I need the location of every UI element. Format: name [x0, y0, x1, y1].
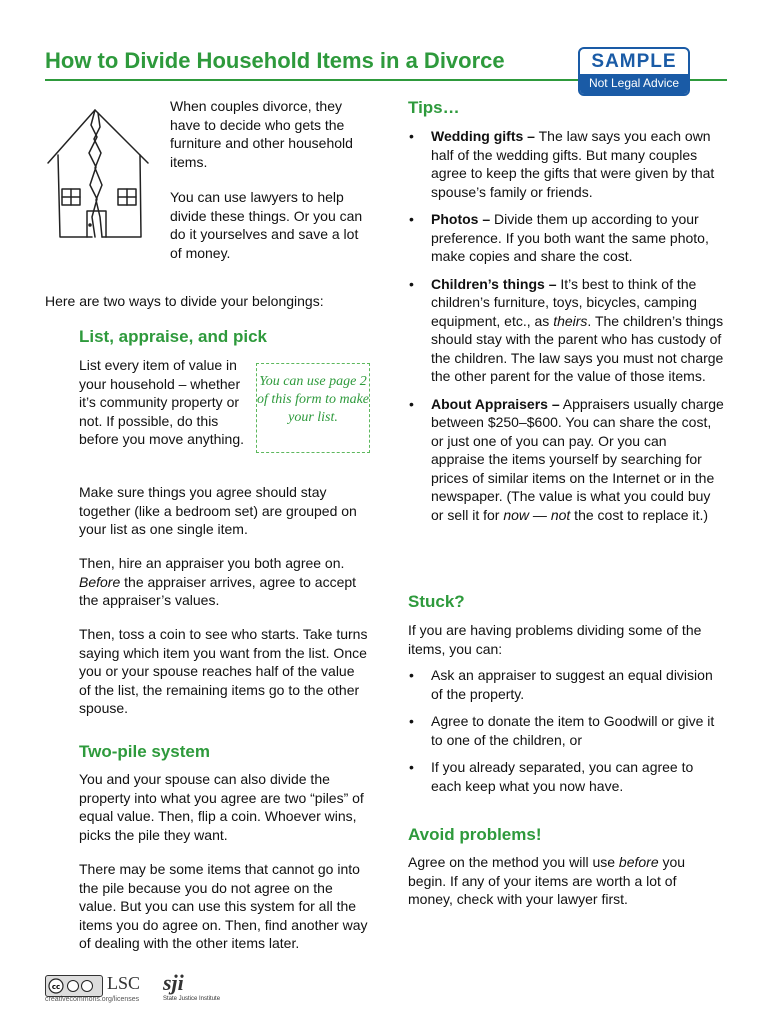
- badge-subtitle: Not Legal Advice: [580, 74, 688, 94]
- tip-childrens-things: • Children’s things – It’s best to think of the children’s furniture, toys, bicycles, camping equipment, etc., as theirs. The children’s things should stay with the parent who has custody of the children. The law says you must not charge the other parent for the value of those items.: [408, 275, 724, 386]
- tips-list: [408, 127, 724, 533]
- list-paragraph-1: List every item of value in your household – whether it’s community property or not. If possible, do this before you move anything.: [79, 357, 244, 447]
- stuck-item: • Ask an appraiser to suggest an equal division of the property.: [408, 666, 724, 703]
- sample-badge: [578, 47, 690, 96]
- list-paragraph-3: Then, hire an appraiser you both agree on. Before the appraiser arrives, agree to accept the appraiser’s values.: [79, 555, 357, 608]
- stuck-item: • If you already separated, you can agree to each keep what you now have.: [408, 758, 724, 795]
- svg-text:cc: cc: [51, 983, 61, 991]
- list-paragraph-2: Make sure things you agree should stay together (like a bedroom set) are grouped on your list as one single item.: [79, 484, 357, 537]
- intro-paragraph-2: You can use lawyers to help divide these things. Or you can do it yourselves and save a lot of money.: [170, 189, 363, 261]
- avoid-paragraph: Agree on the method you will use before you begin. If any of your items are worth a lot of money, check with your lawyer first.: [408, 854, 686, 907]
- ways-intro: Here are two ways to divide your belongings:: [45, 293, 324, 309]
- tip-wedding-gifts: • Wedding gifts – The law says you each own half of the wedding gifts. But many couples agree to keep the gifts that were given by that spouse’s family or friends.: [408, 127, 724, 201]
- page-title: How to Divide Household Items in a Divorce: [45, 48, 505, 73]
- two-pile-paragraph-2: There may be some items that cannot go into the pile because you do not agree on the value. But you can use this system for all the items you do agree on. Then, find another way of dealing with the other items later.: [79, 861, 368, 951]
- sji-logo: sji: [163, 970, 184, 995]
- lsc-logo: LSC: [107, 973, 141, 993]
- stuck-intro: If you are having problems dividing some of the items, you can:: [408, 622, 702, 657]
- sji-subtitle: State Justice Institute: [163, 996, 221, 1002]
- heading-two-pile: Two-pile system: [79, 742, 210, 761]
- tip-photos: • Photos – Divide them up according to your preference. If you both want the same photo, make copies and share the cost.: [408, 210, 724, 266]
- cc-license-url: creativecommons.org/licenses: [45, 996, 140, 1003]
- heading-list-appraise-pick: List, appraise, and pick: [79, 327, 268, 346]
- heading-avoid-problems: Avoid problems!: [408, 825, 542, 844]
- creative-commons-icon: [45, 975, 103, 997]
- stuck-item: • Agree to donate the item to Goodwill or give it to one of the children, or: [408, 712, 724, 749]
- intro-paragraph-1: When couples divorce, they have to decide who gets the furniture and other household items.: [170, 98, 353, 170]
- heading-stuck: Stuck?: [408, 592, 465, 611]
- broken-house-icon: [40, 95, 160, 245]
- side-note: You can use page 2 of this form to make your list.: [256, 363, 370, 453]
- list-paragraph-4: Then, toss a coin to see who starts. Take turns saying which item you want from the list. Once you or your spouse reaches half of the value of the list, the remaining items go to the other spouse.: [79, 626, 368, 716]
- badge-sample: SAMPLE: [591, 51, 677, 72]
- tip-about-appraisers: • About Appraisers – Appraisers usually charge between $250–$600. You can share the cost, or just one of you can pay. Or you can appraise the items yourself by searching for prices of similar items on the Internet or in the newspaper. (The value is what you could buy or sell it for now — not the cost to replace it.): [408, 395, 724, 525]
- stuck-list: [408, 666, 724, 804]
- heading-tips: Tips…: [408, 98, 460, 117]
- two-pile-paragraph-1: You and your spouse can also divide the property into what you agree are two “piles” of equal value. Then, flip a coin. Whoever wins, picks the pile they want.: [79, 771, 364, 843]
